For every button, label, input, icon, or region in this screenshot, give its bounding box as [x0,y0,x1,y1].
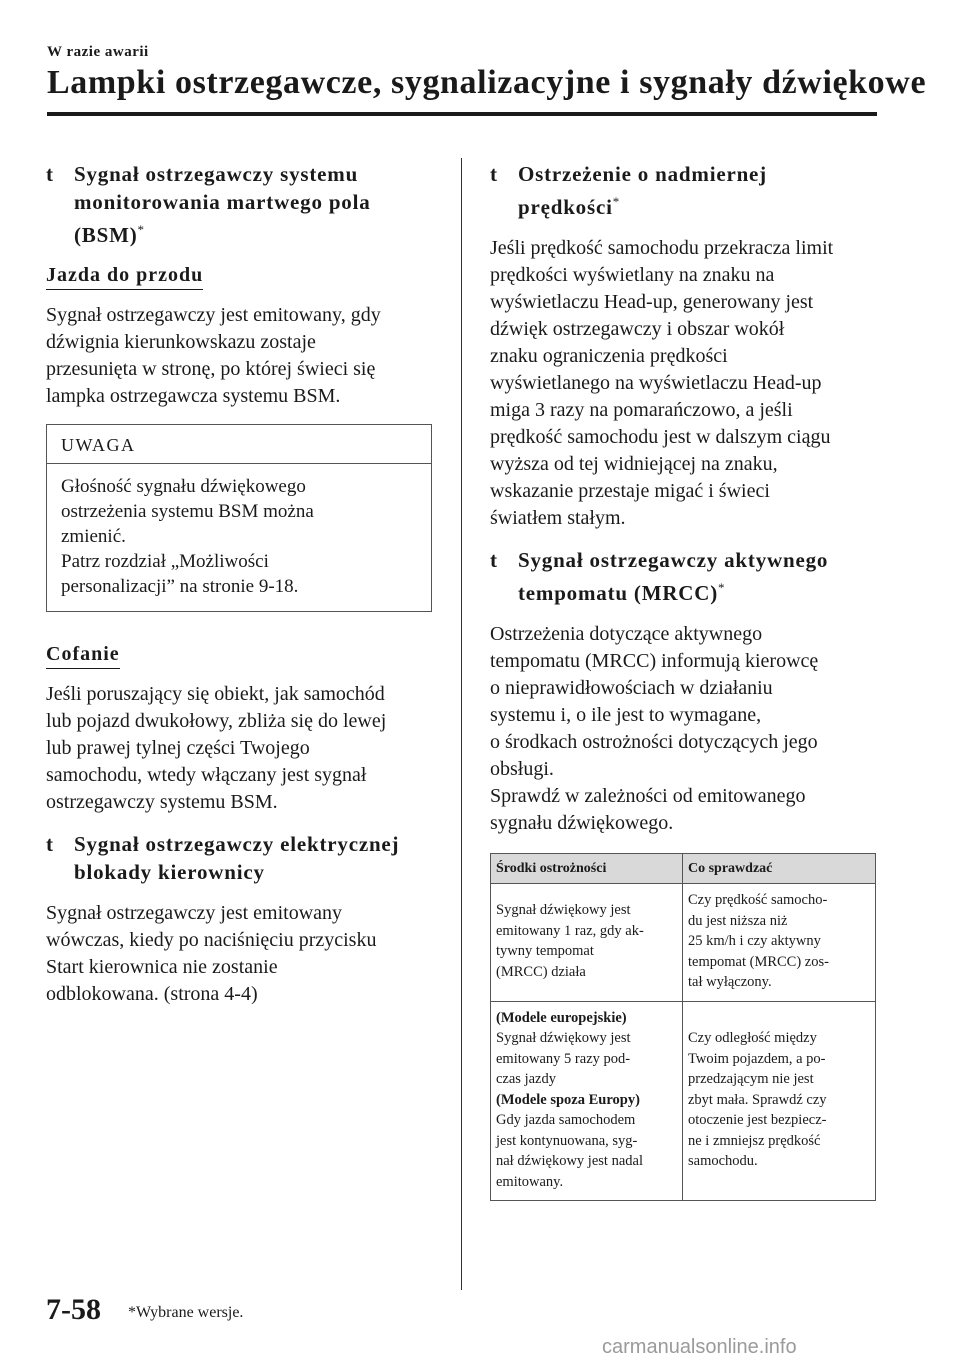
right-column [490,160,875,1201]
cell-line: tywny tempomat [496,943,594,960]
table-cell [491,884,683,1002]
cell-line: Czy odległość między [688,1030,817,1046]
text-line: ostrzeżenia systemu BSM można [61,501,314,522]
text-line: dźwięk ostrzegawczy i obszar wokół [490,318,785,340]
cell-line: zbyt mała. Sprawdź czy [688,1091,827,1108]
text-line: sygnału dźwiękowego. [490,812,674,834]
text-line: przesunięta w stronę, po której świeci się [46,358,376,380]
text-line: wówczas, kiedy po naciśnięciu przycisku [46,929,377,951]
text-line: wskazanie przestaje migać i świeci [490,480,770,502]
paragraph-overspeed [490,235,875,532]
text-line: lampka ostrzegawcza systemu BSM. [46,385,341,407]
paragraph-mrcc [490,621,875,837]
page-number: 7-58 [46,1293,101,1326]
table-header-row [491,854,876,884]
text-line: o nieprawidłowościach w działaniu [490,677,773,699]
footnote: *Wybrane wersje. [128,1304,244,1321]
cell-line: emitowany. [496,1173,564,1190]
table-row [491,884,876,1002]
text-line: Jeśli poruszający się obiekt, jak samochód [46,683,385,705]
asterisk-mark: * [612,194,621,209]
text-line: Głośność sygnału dźwiękowego [61,476,306,497]
heading-line: (BSM)* [74,222,145,247]
table-cell [683,884,876,1002]
section-label: W razie awarii [47,44,149,60]
cell-line: jest kontynuowana, syg- [496,1132,638,1149]
paragraph-steering-lock [46,900,431,1008]
text-line: samochodu, wtedy włączany jest sygnał [46,764,367,786]
cell-line: czas jazdy [496,1071,556,1087]
paragraph-reverse [46,681,431,816]
text-line: zmienić. [61,526,126,547]
subheading-reverse: Cofanie [46,642,120,669]
text-line: lub pojazd dwukołowy, zbliża się do lewej [46,710,387,732]
column-divider [461,158,462,1290]
bullet-icon: t [46,832,54,856]
cell-line: Twoim pojazdem, a po- [688,1050,826,1067]
text-line: tempomatu (MRCC) informują kierowcę [490,650,819,672]
cell-line: ne i zmniejsz prędkość [688,1132,821,1149]
heading-line: Ostrzeżenie o nadmiernej [518,162,767,186]
cell-line: Sygnał dźwiękowy jest [496,902,631,919]
heading-line: Sygnał ostrzegawczy elektrycznej [74,832,400,856]
precautions-table [490,853,876,1201]
subheading-forward: Jazda do przodu [46,263,203,290]
text-line: światłem stałym. [490,507,626,529]
text-line: Jeśli prędkość samochodu przekracza limit [490,237,834,259]
heading-bsm [46,160,431,249]
text-line: Sygnał ostrzegawczy jest emitowany, gdy [46,304,381,326]
cell-line: tempomat (MRCC) zos- [688,953,829,970]
heading-line: Sygnał ostrzegawczy systemu [74,162,359,186]
text-line: znaku ograniczenia prędkości [490,345,728,367]
table-cell [491,1001,683,1201]
heading-overspeed [490,160,875,221]
text-line: wyświetlanego na wyświetlaczu Head-up [490,372,822,394]
cell-line: (MRCC) działa [496,963,586,980]
left-column [46,160,431,1020]
cell-line: przedzającym nie jest [688,1071,814,1087]
bullet-icon: t [490,548,498,572]
cell-line: Czy prędkość samocho- [688,892,828,908]
note-body [47,464,431,611]
note-box [46,424,432,612]
text-line: lub prawej tylnej części Twojego [46,737,310,759]
text-line: wyższa od tej widniejącej na znaku, [490,453,778,475]
cell-line: du jest niższa niż [688,912,788,929]
cell-label: (Modele europejskie) [496,1009,627,1026]
heading-mrcc [490,546,875,607]
table-header: Co sprawdzać [683,854,876,884]
heading-line: blokady kierownicy [74,860,265,884]
bullet-icon: t [46,162,54,186]
cell-line: samochodu. [688,1153,758,1169]
text-line: miga 3 razy na pomarańczowo, a jeśli [490,399,793,421]
cell-line: 25 km/h i czy aktywny [688,933,821,949]
cell-line: emitowany 5 razy pod- [496,1050,631,1067]
cell-line: otoczenie jest bezpiecz- [688,1112,827,1128]
title-rule [47,112,877,116]
cell-label: (Modele spoza Europy) [496,1091,640,1108]
text-line: wyświetlaczu Head-up, generowany jest [490,291,814,313]
text-line: personalizacji” na stronie 9-18. [61,576,299,597]
heading-line: tempomatu (MRCC)* [518,580,726,605]
bullet-icon: t [490,162,498,186]
text-line: systemu i, o ile jest to wymagane, [490,704,762,726]
text-line: odblokowana. (strona 4-4) [46,983,258,1005]
cell-line: tał wyłączony. [688,974,772,990]
watermark: carmanualsonline.info [602,1336,797,1358]
cell-line: emitowany 1 raz, gdy ak- [496,922,644,939]
text-line: o środkach ostrożności dotyczących jego [490,731,818,753]
heading-line: monitorowania martwego pola [74,190,371,214]
heading-steering-lock [46,830,431,886]
paragraph-forward [46,302,431,410]
text-line: Patrz rozdział „Możliwości [61,551,269,572]
text-line: Start kierownica nie zostanie [46,956,278,978]
page-title: Lampki ostrzegawcze, sygnalizacyjne i sygnały dźwiękowe [47,64,927,101]
heading-line: prędkości* [518,194,621,219]
text-line: dźwignia kierunkowskazu zostaje [46,331,316,353]
table-header: Środki ostrożności [491,854,683,884]
text-line: obsługi. [490,758,554,780]
heading-line: Sygnał ostrzegawczy aktywnego [518,548,829,572]
text-line: prędkości wyświetlany na znaku na [490,264,775,286]
text-line: Ostrzeżenia dotyczące aktywnego [490,623,763,645]
text-line: Sprawdź w zależności od emitowanego [490,785,806,807]
cell-line: Gdy jazda samochodem [496,1112,636,1128]
table-cell [683,1001,876,1201]
cell-line: Sygnał dźwiękowy jest [496,1030,631,1046]
text-line: prędkość samochodu jest w dalszym ciągu [490,426,831,448]
table-row [491,1001,876,1201]
asterisk-mark: * [137,222,145,237]
cell-line: nał dźwiękowy jest nadal [496,1153,643,1169]
text-line: ostrzegawczy systemu BSM. [46,791,278,813]
asterisk-mark: * [718,580,726,595]
text-line: Sygnał ostrzegawczy jest emitowany [46,902,343,924]
note-title: UWAGA [47,425,431,464]
